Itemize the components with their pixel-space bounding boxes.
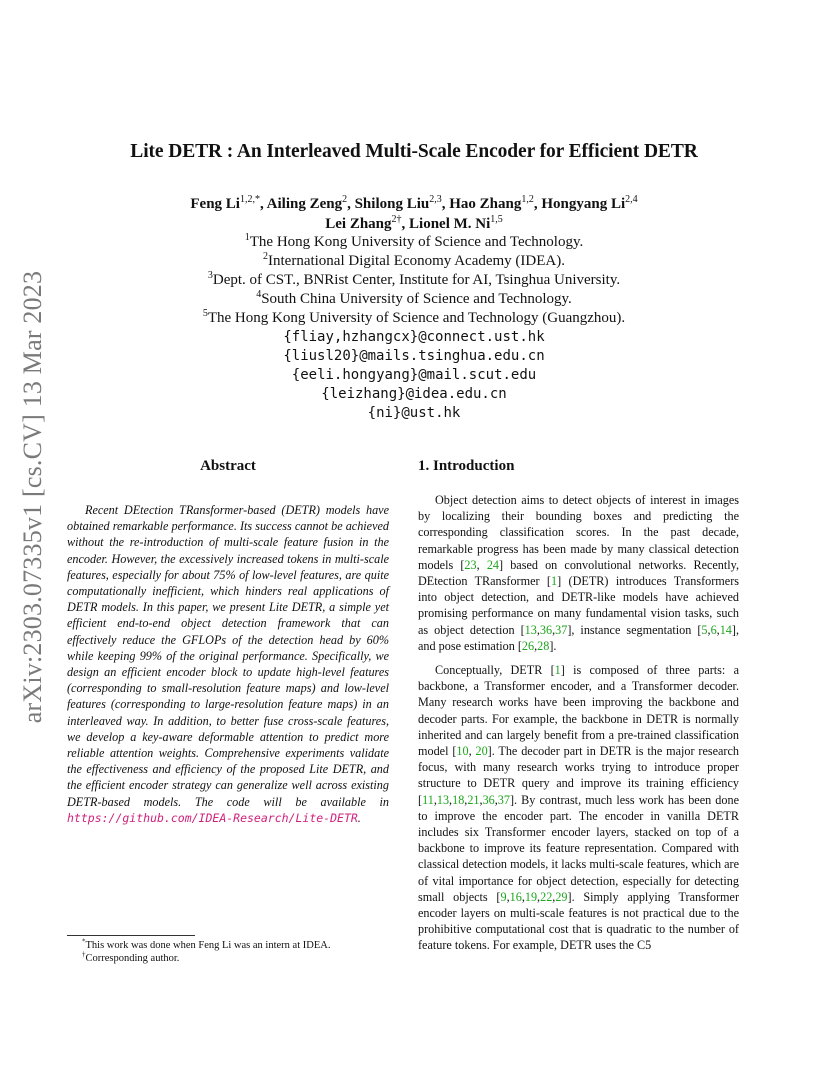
paragraph-text: ,: [468, 744, 476, 759]
citation-link[interactable]: 28: [537, 638, 550, 653]
intro-paragraph-1: [418, 492, 739, 654]
author-name: Lei Zhang: [325, 216, 392, 232]
paragraph-text: ], instance segmentation [: [567, 622, 702, 637]
author-name: Hongyang Li: [541, 196, 626, 212]
paragraph-text: ]. The decoder part in DETR is the major research focus, with many research works trying to introduce proper structure to DETR query and improve its training efficiency [: [418, 744, 739, 807]
email-4: {leizhang}@idea.edu.cn: [321, 386, 507, 402]
author-affiliation-mark: 2,4: [625, 194, 638, 205]
affiliation-3: $^3$Dept. of CST., BNRist Center, Institute for AI, Tsinghua University.: [207, 270, 621, 288]
intro-paragraph-2: [418, 662, 739, 954]
author-name: Shilong Liu: [354, 196, 430, 212]
author-affiliation-mark: 1,5: [490, 214, 503, 225]
author-affiliation-mark: 2,3: [429, 194, 442, 205]
affiliations: [0, 233, 828, 328]
citation-link[interactable]: 26: [521, 638, 535, 653]
paragraph-text: Conceptually, DETR [: [435, 663, 555, 678]
citation-link[interactable]: 18: [452, 792, 465, 807]
author-affiliation-mark: 1,2: [521, 194, 534, 205]
paragraph-text: ,: [707, 622, 711, 637]
citation-link[interactable]: 5: [701, 622, 708, 637]
email-list: [0, 328, 828, 423]
paragraph-text: ,: [537, 889, 541, 904]
paragraph-text: ] based on convolutional networks. Recently, DEtection TRansformer [: [418, 557, 740, 589]
abstract-text: Recent DEtection TRansformer-based (DETR) models have obtained remarkable performance. Its success cannot be achieved without the re-introduction of multi-scale feature fusion in the encoder. However, the excessively increased tokens in multi-scale features, especially for about 75% of low-level features, are quite computationally inefficient, which hinders real applications of DETR models. In this paper, we present Lite DETR, a simple yet efficient end-to-end object detection framework that can effectively reduce the GFLOPs of the detection head by 60% while keeping 99% of the original performance. Specifically, we design an efficient encoder block to update high-level features (corresponding to small-resolution feature maps) and low-level features (corresponding to large-resolution feature maps) in an interleaved way. In addition, to better fuse cross-scale features, we develop a key-aware deformable attention to predict more reliable attention weights. Comprehensive experiments validate the effectiveness and efficiency of the proposed Lite DETR, and the efficient encoder strategy can generalize well across existing DETR-based models. The code will be available in https://github.com/IDEA-Research/Lite-DETR.: [67, 503, 389, 825]
citation-link[interactable]: 20: [475, 744, 488, 759]
citation-link[interactable]: 36: [482, 792, 495, 807]
citation-link[interactable]: 19: [524, 889, 538, 904]
email-5: {ni}@ust.hk: [367, 405, 461, 421]
email-2: {liusl20}@mails.tsinghua.edu.cn: [283, 348, 545, 364]
paragraph-text: ,: [449, 792, 453, 807]
paragraph-text: ] (DETR) introduces Transformers into object detection, and DETR-like models have achieved promising performance on many fundamental vision tasks, such as object detection [: [418, 574, 740, 637]
authors-line-2: Lei Zhang$^{2\dagger}$, Lionel M. Ni$^{1,5}$: [325, 214, 503, 232]
paragraph-text: ,: [716, 622, 720, 637]
paper-title: Lite DETR : An Interleaved Multi-Scale Encoder for Efficient DETR: [130, 141, 698, 162]
citation-link[interactable]: 1: [554, 663, 561, 678]
footnote-rule: [67, 935, 195, 936]
footnote-1: *This work was done when Feng Li was an intern at IDEA.: [82, 937, 331, 951]
author-name: Ailing Zeng: [266, 196, 343, 212]
paragraph-text: ,: [552, 622, 556, 637]
paragraph-text: ]. By contrast, much less work has been done to improve the encoder part. The encoder in vanilla DETR includes six Transformer encoder layers, stacked on top of a backbone to improve its feature representation. Compared with classical detection models, it lacks multi-scale features, which are of vital importance for object detection, especially for detecting small objects [: [418, 792, 739, 904]
introduction-body: [418, 492, 739, 954]
author-name: Hao Zhang: [449, 196, 522, 212]
citation-link[interactable]: 36: [539, 622, 553, 637]
arxiv-stamp-text: arXiv:2303.07335v1 [cs.CV] 13 Mar 2023: [18, 270, 47, 724]
paragraph-text: ] is composed of three parts: a backbone, a Transformer encoder, and a Transformer decoder. Many research works have been improving the backbone and decoder parts. For example, the backbone in DETR is normally inherited and can largely benefit from a pre-trained classification model [: [418, 663, 739, 759]
affiliation-1: $^1$The Hong Kong University of Science and Technology.: [244, 232, 584, 250]
code-link[interactable]: https://github.com/IDEA-Research/Lite-DETR: [67, 810, 358, 825]
abstract-heading: Abstract: [200, 458, 256, 474]
paragraph-text: ], and pose estimation [: [418, 622, 739, 653]
citation-link[interactable]: 6: [710, 622, 717, 637]
email-1: {fliay,hzhangcx}@connect.ust.hk: [283, 329, 545, 345]
footnote-2: †Corresponding author.: [82, 950, 180, 964]
author-affiliation-mark: 1,2,*: [239, 194, 260, 205]
authors-line-1: Feng $Li^{1,2,*}$, Ailing Zeng$^2$, Shilong Liu$^{2,3}$, Hao Zhang$^{1,2}$, Hongyang Li$^{2,4}$: [190, 194, 638, 212]
paragraph-text: ,: [494, 792, 498, 807]
paragraph-text: ,: [506, 889, 510, 904]
citation-link[interactable]: 9: [500, 889, 507, 904]
citation-link[interactable]: 13: [436, 792, 450, 807]
citation-link[interactable]: 22: [540, 889, 553, 904]
paragraph-text: ]. Simply applying Transformer encoder layers on multi-scale features is not practical due to the prohibitive computational cost that is quadratic to the number of feature tokens. For example, DETR uses the C5: [418, 889, 739, 953]
paragraph-text: ,: [433, 792, 437, 807]
paragraph-text: ,: [479, 792, 483, 807]
author-name: Lionel M. Ni: [409, 216, 491, 232]
citation-link[interactable]: 13: [524, 622, 537, 637]
citation-link[interactable]: 24: [486, 557, 499, 572]
citation-link[interactable]: 23: [464, 557, 477, 572]
citation-link[interactable]: 21: [467, 792, 480, 807]
author-affiliation-mark: 2: [342, 194, 348, 205]
paragraph-text: ,: [476, 557, 487, 572]
abstract-body: Recent DEtection TRansformer-based (DETR) models have obtained remarkable performance. Its success cannot be achieved without the re-introduction of multi-scale feature fusion in the encoder. However, the excessively increased tokens in multi-scale features, especially for about 75% of low-level features, are quite computationally inefficient, which hinders real applications of DETR models. In this paper, we present Lite DETR, a simple yet efficient end-to-end object detection framework that can effectively reduce the GFLOPs of the detection head by 60% while keeping 99% of the original performance. Specifically, we design an efficient encoder block to update high-level features (corresponding to small-resolution feature maps) and low-level features (corresponding to large-resolution feature maps) in an interleaved way. In addition, to better fuse cross-scale features, we develop a key-aware deformable attention to predict more reliable attention weights. Comprehensive experiments validate the effectiveness and efficiency of the proposed Lite DETR, and the efficient encoder strategy can generalize well across existing DETR-based models. The code will be available in: [67, 503, 389, 809]
paragraph-text: ,: [534, 638, 538, 653]
paragraph-text: ,: [464, 792, 468, 807]
affiliation-4: $^4$South China University of Science and Technology.: [256, 289, 572, 307]
affiliation-5: $^5$The Hong Kong University of Science and Technology (Guangzhou).: [202, 308, 626, 326]
paragraph-text: ,: [552, 889, 556, 904]
citation-link[interactable]: 37: [555, 622, 568, 637]
email-3: {eeli.hongyang}@mail.scut.edu: [291, 367, 537, 383]
introduction-heading: 1. Introduction: [418, 458, 515, 474]
author-affiliation-mark: 2†: [391, 214, 402, 225]
citation-link[interactable]: 16: [509, 889, 522, 904]
paragraph-text: Object detection aims to detect objects of interest in images by localizing their bounding boxes and predicting the corresponding classification scores. In the past decade, remarkable progress has been made by many classical detection models [: [418, 493, 739, 572]
citation-link[interactable]: 11: [422, 792, 434, 807]
paragraph-text: ,: [521, 889, 525, 904]
citation-link[interactable]: 29: [555, 889, 568, 904]
citation-link[interactable]: 1: [551, 574, 558, 589]
paragraph-text: ,: [536, 622, 540, 637]
citation-link[interactable]: 10: [456, 744, 469, 759]
author-name: Feng Li: [190, 196, 240, 212]
citation-link[interactable]: 14: [719, 622, 732, 637]
paragraph-text: ].: [549, 638, 557, 653]
affiliation-2: $^2$International Digital Economy Academy (IDEA).: [263, 251, 565, 269]
citation-link[interactable]: 37: [497, 792, 510, 807]
